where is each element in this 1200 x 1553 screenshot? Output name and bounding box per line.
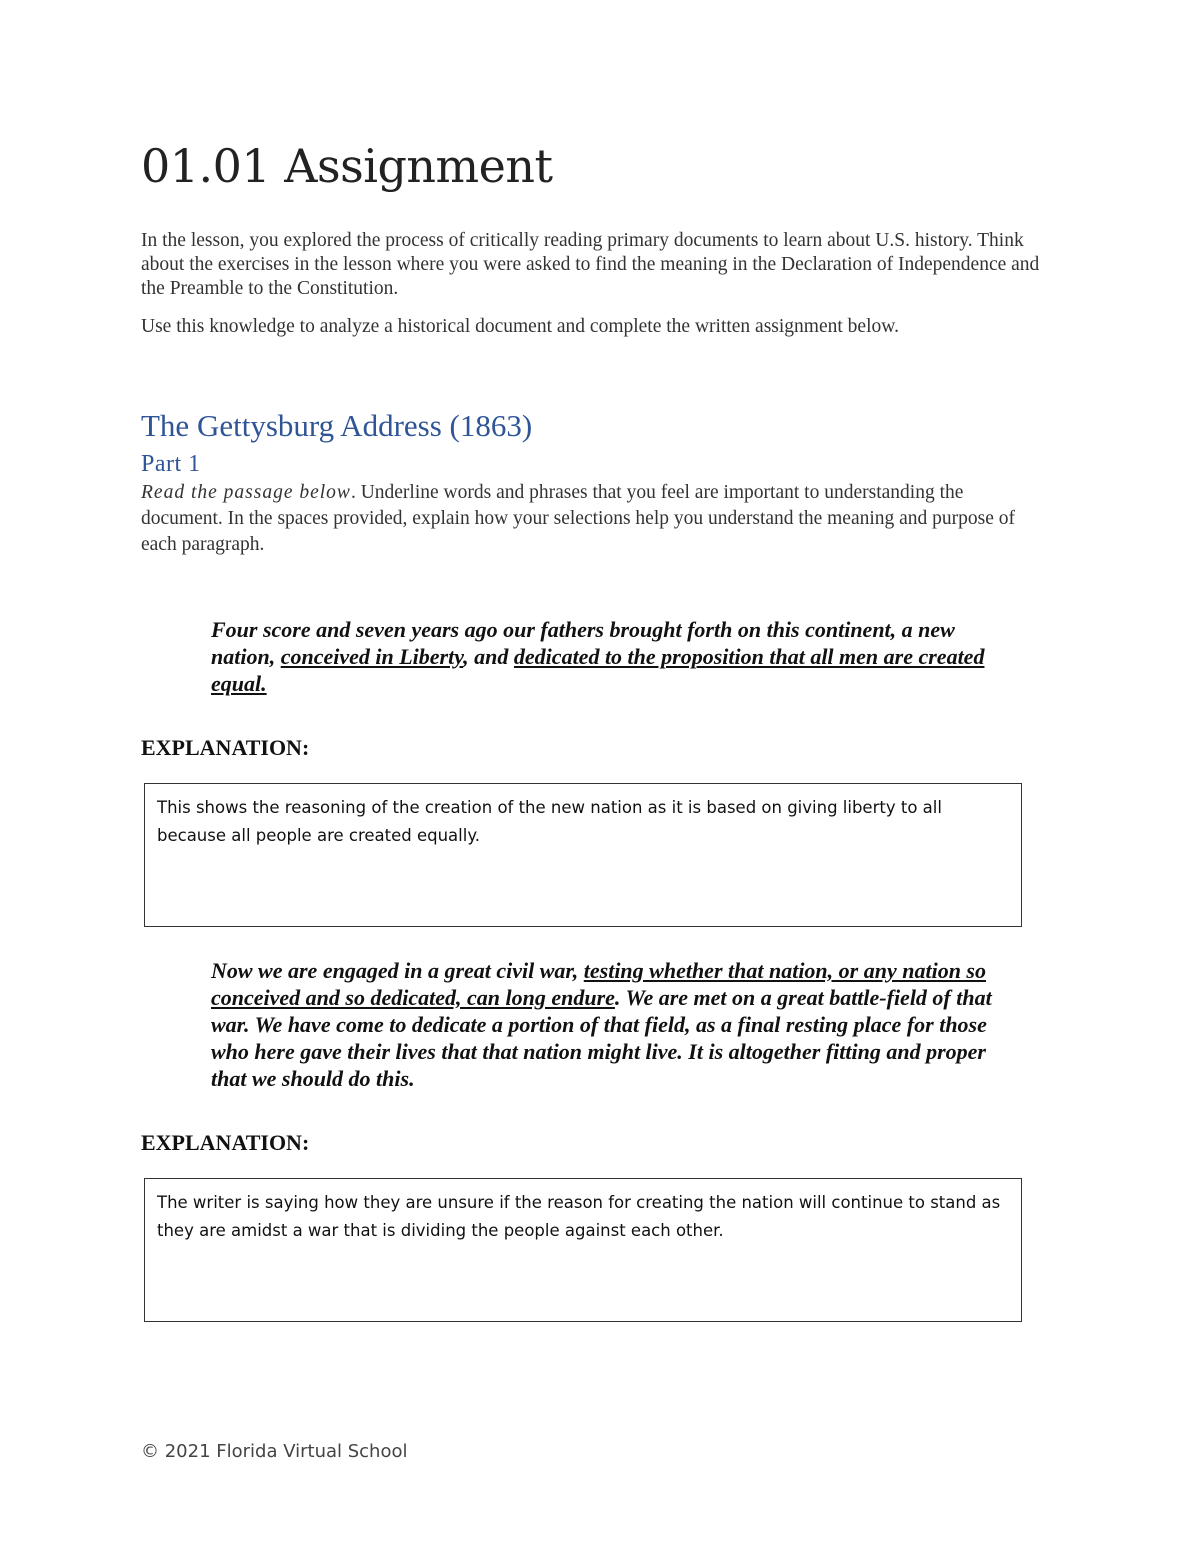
instructions bbox=[141, 480, 1041, 558]
intro-paragraph-2: Use this knowledge to analyze a historical document and complete the written assignment below. bbox=[141, 315, 899, 337]
section-title: The Gettysburg Address (1863) bbox=[141, 407, 533, 443]
passage-underlined-segment: dedicated to the proposition that all men are created equal. bbox=[211, 643, 985, 696]
answer-box-2[interactable]: The writer is saying how they are unsure if the reason for creating the nation will continue to stand as they are amidst a war that is dividing the people against each other. bbox=[144, 1178, 1022, 1322]
instructions-rest: . Underline words and phrases that you feel are important to understanding the document. In the spaces provided, explain how your selections help you understand the meaning and purpose of each paragraph. bbox=[141, 481, 1016, 555]
passage-2 bbox=[211, 957, 1001, 1092]
intro bbox=[141, 229, 1041, 339]
instructions-italic: Read the passage below bbox=[141, 481, 351, 503]
passage-segment: Four score and seven years ago our fathers brought forth on this continent, a new nation, bbox=[211, 616, 955, 669]
passage-underlined-segment: conceived in Liberty bbox=[280, 643, 464, 669]
passage-underlined-segment: testing whether that nation, or any nation so conceived and so dedicated, can long endure bbox=[211, 957, 986, 1010]
part-title: Part 1 bbox=[141, 450, 201, 477]
explanation-label-2: EXPLANATION: bbox=[141, 1129, 310, 1155]
passage-segment: Now we are engaged in a great civil war, bbox=[211, 957, 584, 983]
answer-box-1[interactable]: This shows the reasoning of the creation of the new nation as it is based on giving liberty to all because all people are created equally. bbox=[144, 783, 1022, 927]
passage-segment: , and bbox=[463, 643, 514, 669]
footer-copyright: © 2021 Florida Virtual School bbox=[141, 1441, 408, 1462]
passage-segment: . We are met on a great battle-field of that war. We have come to dedicate a portion of that field, as a final resting place for those who here gave their lives that that nation might live. It is altogether fitting and proper that we should do this. bbox=[211, 984, 992, 1091]
page-title: 01.01 Assignment bbox=[141, 139, 553, 193]
explanation-label-1: EXPLANATION: bbox=[141, 734, 310, 760]
passage-1 bbox=[211, 616, 1001, 697]
document-page bbox=[141, 140, 1041, 1322]
intro-paragraph-1: In the lesson, you explored the process of critically reading primary documents to learn about U.S. history. Think about the exercises in the lesson where you were asked to find the meaning in the Declaration of Independence and the Preamble to the Constitution. bbox=[141, 229, 1040, 299]
